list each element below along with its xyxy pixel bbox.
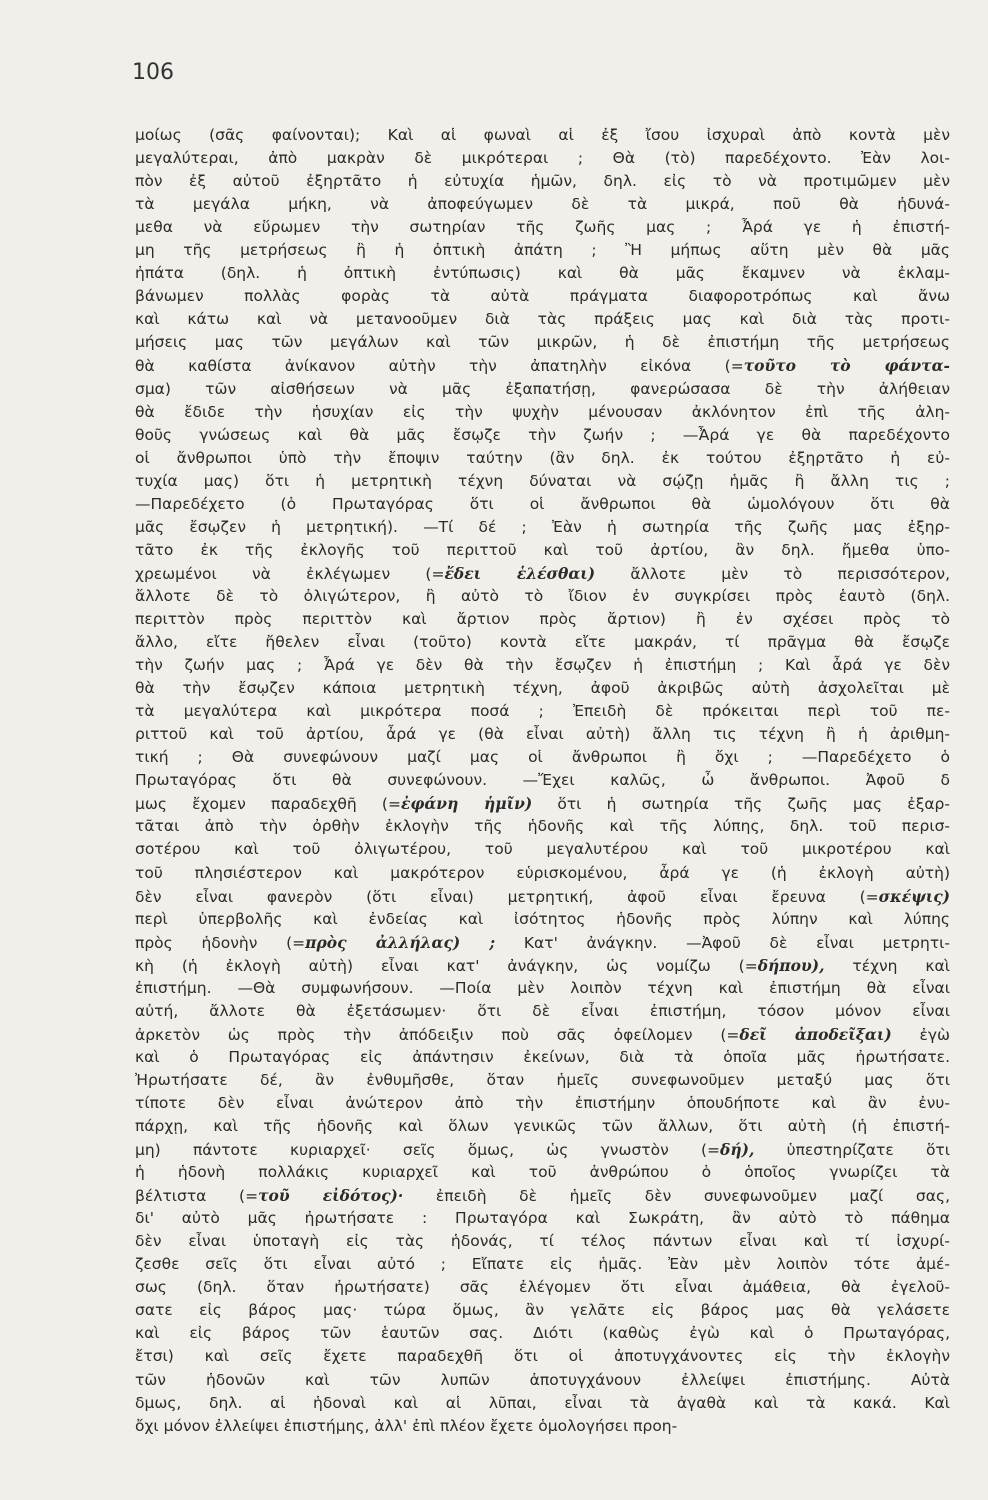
text-line xyxy=(135,885,950,908)
line-text: δὲν εἶναι φανερὸν (ὅτι εἶναι) μετρητική, ἀφοῦ εἶναι ἔρευνα (= xyxy=(135,887,879,906)
text-line xyxy=(135,1023,950,1046)
text-line: Πρωταγόρας ὅτι θὰ συνεφώνουν. —Ἔχει καλῶς, ὦ ἄνθρωποι. Ἀφοῦ δ xyxy=(135,771,950,790)
text-line: τίποτε δὲν εἶναι ἀνώτερον ἀπὸ τὴν ἐπιστήμην ὁπουδήποτε καὶ ἂν ἐνυ- xyxy=(135,1093,950,1112)
text-line: πὸν ἐξ αὐτοῦ ἐξηρτᾶτο ἡ εὐτυχία ἡμῶν, δηλ. εἰς τὸ νὰ προτιμῶμεν μὲν xyxy=(135,172,950,191)
text-line: ἠπάτα (δηλ. ἡ ὀπτικὴ ἐντύπωσις) καὶ θὰ μᾶς ἔκαμνεν νὰ ἐκλαμ- xyxy=(135,264,950,283)
line-text: πρὸς ἡδονὴν (= xyxy=(135,933,306,952)
line-text: ὅτι ἡ σωτηρία τῆς ζωῆς μας ἐξαρ- xyxy=(532,795,950,814)
text-line: καὶ κάτω καὶ νὰ μετανοοῦμεν διὰ τὰς πράξεις μας καὶ διὰ τὰς προτι- xyxy=(135,310,950,329)
text-line: οἱ ἄνθρωποι ὑπὸ τὴν ἔποψιν ταύτην (ἂν δηλ. ἐκ τούτου ἐξηρτᾶτο ἡ εὐ- xyxy=(135,448,950,467)
line-text: μως ἔχομεν παραδεχθῆ (= xyxy=(135,795,401,814)
text-line: δι' αὐτὸ μᾶς ἠρωτήσατε : Πρωταγόρα καὶ Σωκράτη, ἂν αὐτὸ τὸ πάθημα xyxy=(135,1209,950,1228)
text-line xyxy=(135,954,950,977)
line-text: ἀρκετὸν ὡς πρὸς τὴν ἀπόδειξιν ποὺ σᾶς ὀφείλομεν (= xyxy=(135,1025,740,1044)
text-line: δμως, δηλ. αἱ ἡδοναὶ καὶ αἱ λῦπαι, εἶναι τὰ ἀγαθὰ καὶ τὰ κακά. Καὶ xyxy=(135,1393,950,1412)
line-text: ἐπειδὴ δὲ ἡμεῖς δὲν συνεφωνοῦμεν μαζί σας, xyxy=(403,1187,950,1206)
main-text xyxy=(135,124,950,1438)
text-line: ἡ ἡδονὴ πολλάκις κυριαρχεῖ καὶ τοῦ ἀνθρώπου ὁ ὁποῖος γνωρίζει τὰ xyxy=(135,1163,950,1182)
text-line: σατε εἰς βάρος μας· τώρα ὅμως, ἂν γελᾶτε εἰς βάρος μας θὰ γελάσετε xyxy=(135,1301,950,1320)
text-line: σως (δηλ. ὅταν ἠρωτήσατε) σᾶς ἐλέγομεν ὅτι εἶναι ἀμάθεια, θὰ ἐγελοῦ- xyxy=(135,1278,950,1297)
text-line: ζεσθε σεῖς ὅτι εἶναι αὐτό ; Εἴπατε εἰς ἡμᾶς. Ἐὰν μὲν λοιπὸν τότε ἀμέ- xyxy=(135,1255,950,1274)
text-line: δὲν εἶναι ὑποταγὴ εἰς τὰς ἡδονάς, τί τέλος πάντων εἶναι καὶ τί ἰσχυρί- xyxy=(135,1232,950,1251)
text-line: μοίως (σᾶς φαίνονται); Καὶ αἱ φωναὶ αἱ ἐξ ἴσου ἰσχυραὶ ἀπὸ κοντὰ μὲν xyxy=(135,126,950,144)
text-line: τική ; Θὰ συνεφώνουν μαζί μας οἱ ἄνθρωποι ἢ ὄχι ; —Παρεδέχετο ὁ xyxy=(135,748,950,767)
line-text: ὑπεστηρίζατε ὅτι xyxy=(754,1141,950,1160)
text-line: ριττοῦ καὶ τοῦ ἀρτίου, ἆρά γε (θὰ εἶναι αὐτὴ) ἄλλη τις τέχνη ἢ ἡ ἀριθμη- xyxy=(135,725,950,744)
text-line: τοῦ πλησιέστερον καὶ μακρότερον εὑρισκομένου, ἆρά γε (ἡ ἐκλογὴ αὐτὴ) xyxy=(135,863,950,882)
text-line: τὰ μεγαλύτερα καὶ μικρότερα ποσά ; Ἐπειδὴ δὲ πρόκειται περὶ τοῦ πε- xyxy=(135,702,950,721)
ancient-greek-quote: δεῖ ἀποδεῖξαι) xyxy=(739,1024,892,1044)
text-line: τὰ μεγάλα μήκη, νὰ ἀποφεύγωμεν δὲ τὰ μικρά, ποῦ θὰ ἠδυνά- xyxy=(135,195,950,214)
line-text: χρεωμένοι νὰ ἐκλέγωμεν (= xyxy=(135,564,445,583)
text-line: ἐπιστήμη. —Θὰ συμφωνήσουν. —Ποία μὲν λοιπὸν τέχνη καὶ ἐπιστήμη θὰ εἶναι xyxy=(135,978,950,997)
ancient-greek-quote: πρὸς ἀλλήλας) ; xyxy=(305,932,496,952)
text-line: σοτέρου καὶ τοῦ ὀλιγωτέρου, τοῦ μεγαλυτέρου καὶ τοῦ μικροτέρου καὶ xyxy=(135,840,950,859)
text-line: τᾶται ἀπὸ τὴν ὀρθὴν ἐκλογὴν τῆς ἡδονῆς καὶ τῆς λύπης, δηλ. τοῦ περισ- xyxy=(135,817,950,836)
text-line: μεγαλύτεραι, ἀπὸ μακρὰν δὲ μικρότεραι ; Θὰ (τὸ) παρεδέχοντο. Ἐὰν λοι- xyxy=(135,149,950,168)
text-line: περὶ ὑπερβολῆς καὶ ἐνδείας καὶ ἰσότητος ἡδονῆς πρὸς λύπην καὶ λύπης xyxy=(135,909,950,928)
line-text: Κατ' ἀνάγκην. —Ἀφοῦ δὲ εἶναι μετρητι- xyxy=(495,933,950,952)
text-line: καὶ ὁ Πρωταγόρας εἰς ἀπάντησιν ἐκείνων, διὰ τὰ ὁποῖα μᾶς ἠρωτήσατε. xyxy=(135,1047,950,1066)
ancient-greek-quote: δήπου), xyxy=(757,955,825,975)
text-line: τυχία μας) ὅτι ἡ μετρητικὴ τέχνη δύναται νὰ σῴζῃ ἡμᾶς ἢ ἄλλη τις ; xyxy=(135,471,950,490)
line-text: κὴ (ἡ ἐκλογὴ αὐτὴ) εἶναι κατ' ἀνάγκην, ὡς νομίζω (= xyxy=(135,956,758,975)
text-line: ἄλλοτε δὲ τὸ ὀλιγώτερον, ἢ αὐτὸ τὸ ἴδιον ἐν συγκρίσει πρὸς ἑαυτὸ (δηλ. xyxy=(135,586,950,605)
text-line: θὰ τὴν ἔσῳζεν κάποια μετρητικὴ τέχνη, ἀφοῦ ἀκριβῶς αὐτὴ ἀσχολεῖται μὲ xyxy=(135,679,950,698)
ancient-greek-quote: ἔδει ἑλέσθαι) xyxy=(444,563,596,583)
text-line: ὄχι μόνον ἐλλείψει ἐπιστήμης, ἀλλ' ἐπὶ πλέον ἔχετε ὁμολογήσει προη- xyxy=(135,1416,678,1435)
text-line: τᾶτο ἐκ τῆς ἐκλογῆς τοῦ περιττοῦ καὶ τοῦ ἀρτίου, ἂν δηλ. ἤμεθα ὑπο- xyxy=(135,540,950,559)
ancient-greek-quote: δή), xyxy=(720,1140,755,1160)
line-text: βέλτιστα (= xyxy=(135,1187,259,1206)
text-line xyxy=(135,354,950,377)
text-line: πάρχῃ, καὶ τῆς ἡδονῆς καὶ ὅλων γενικῶς τῶν ἄλλων, ὅτι αὐτὴ (ἡ ἐπιστή- xyxy=(135,1117,950,1136)
text-line: ἄλλο, εἴτε ἤθελεν εἶναι (τοῦτο) κοντὰ εἴτε μακράν, τί πρᾶγμα θὰ ἔσῳζε xyxy=(135,633,950,652)
line-text: ἐγὼ xyxy=(891,1025,950,1044)
text-line xyxy=(135,1138,950,1161)
text-line: τῶν ἡδονῶν καὶ τῶν λυπῶν ἀποτυγχάνουν ἐλλείψει ἐπιστήμης. Αὐτὰ xyxy=(135,1370,950,1389)
text-line: περιττὸν πρὸς περιττὸν καὶ ἄρτιον πρὸς ἄρτιον) ἢ ἐν σχέσει πρὸς τὸ xyxy=(135,609,950,628)
text-line: αὐτή, ἄλλοτε θὰ ἐξετάσωμεν· ὅτι δὲ εἶναι ἐπιστήμη, τόσον μόνον εἶναι xyxy=(135,1001,950,1020)
ancient-greek-quote: τοῦτο τὸ φάντα- xyxy=(743,356,950,376)
text-line: βάνωμεν πολλὰς φορὰς τὰ αὐτὰ πράγματα διαφοροτρόπως καὶ ἄνω xyxy=(135,287,950,306)
line-text: τέχνη καὶ xyxy=(824,956,950,975)
text-line: ἔτσι) καὶ σεῖς ἔχετε παραδεχθῆ ὅτι οἱ ἀποτυγχάνοντες εἰς τὴν ἐκλογὴν xyxy=(135,1347,950,1366)
ancient-greek-quote: ἐφάνη ἡμῖν) xyxy=(400,794,533,814)
text-line: τὴν ζωήν μας ; Ἆρά γε δὲν θὰ τὴν ἔσῳζεν ἡ ἐπιστήμη ; Καὶ ἆρά γε δὲν xyxy=(135,656,950,675)
text-line xyxy=(135,562,950,585)
text-line xyxy=(135,931,950,954)
page-number: 106 xyxy=(132,60,174,85)
text-line: μεθα νὰ εὕρωμεν τὴν σωτηρίαν τῆς ζωῆς μας ; Ἆρά γε ἡ ἐπιστή- xyxy=(135,218,950,237)
text-line: Ἠρωτήσατε δέ, ἂν ἐνθυμῆσθε, ὅταν ἡμεῖς συνεφωνοῦμεν μεταξύ μας ὅτι xyxy=(135,1070,950,1089)
line-text: θὰ καθίστα ἀνίκανον αὐτὴν τὴν ἀπατηλὴν εἰκόνα (= xyxy=(135,357,744,376)
text-line: μᾶς ἔσῳζεν ἡ μετρητική). —Τί δέ ; Ἐὰν ἡ σωτηρία τῆς ζωῆς μας ἐξηρ- xyxy=(135,517,950,536)
text-line xyxy=(135,1184,950,1207)
text-line: μήσεις μας τῶν μεγάλων καὶ τῶν μικρῶν, ἡ δὲ ἐπιστήμη τῆς μετρήσεως xyxy=(135,333,950,352)
text-line xyxy=(135,792,950,815)
text-line: θὰ ἔδιδε τὴν ἡσυχίαν εἰς τὴν ψυχὴν μένουσαν ἀκλόνητον ἐπὶ τῆς ἀλη- xyxy=(135,402,950,421)
ancient-greek-quote: τοῦ εἰδότος)· xyxy=(258,1186,404,1206)
line-text: ἄλλοτε μὲν τὸ περισσότερον, xyxy=(595,564,950,583)
text-line: καὶ εἰς βάρος τῶν ἑαυτῶν σας. Διότι (καθὼς ἐγὼ καὶ ὁ Πρωταγόρας, xyxy=(135,1324,950,1343)
text-line: θοῦς γνώσεως καὶ θὰ μᾶς ἔσῳζε τὴν ζωήν ; —Ἆρά γε θὰ παρεδέχοντο xyxy=(135,425,950,444)
line-text: μη) πάντοτε κυριαρχεῖ· σεῖς ὅμως, ὡς γνωστὸν (= xyxy=(135,1141,721,1160)
text-line: σμα) τῶν αἰσθήσεων νὰ μᾶς ἐξαπατήσῃ, φανερώσασα δὲ τὴν ἀλήθειαν xyxy=(135,379,950,398)
text-line: μη τῆς μετρήσεως ἢ ἡ ὀπτικὴ ἀπάτη ; Ἢ μήπως αὕτη μὲν θὰ μᾶς xyxy=(135,241,950,260)
ancient-greek-quote: σκέψις) xyxy=(878,886,950,906)
text-line: —Παρεδέχετο (ὁ Πρωταγόρας ὅτι οἱ ἄνθρωποι θὰ ὡμολόγουν ὅτι θὰ xyxy=(135,494,950,513)
